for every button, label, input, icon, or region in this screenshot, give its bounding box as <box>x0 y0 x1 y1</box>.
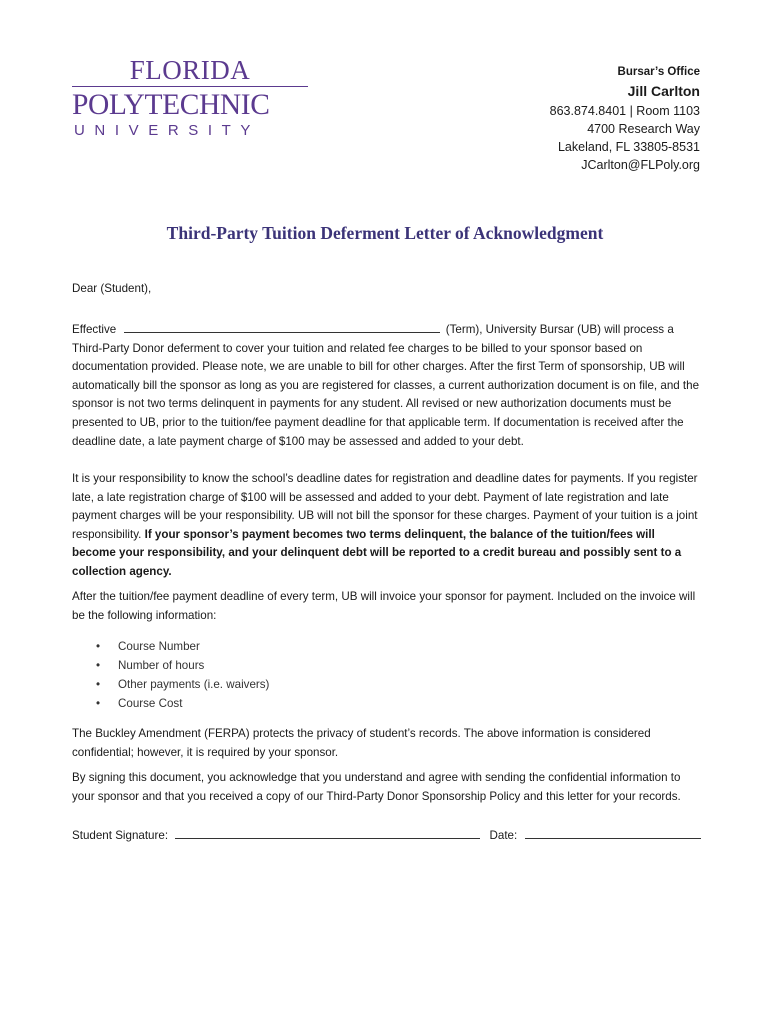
bullet-icon: • <box>96 640 101 653</box>
logo-university: UNIVERSITY <box>74 122 261 139</box>
contact-city: Lakeland, FL 33805-8531 <box>557 140 700 154</box>
student-signature-label: Student Signature: <box>72 829 169 842</box>
document-title: Third-Party Tuition Deferment Letter of Acknowledgment <box>166 223 604 243</box>
paragraph-2-text: It is your responsibility to know the school’s deadline dates for registration and deadline dates for payments. If you register late, a late registration charge of $100 will be assessed and added to your debt. Payment of late registration and late payment charges will be your responsibility. UB will not bill the sponsor for these charges. Payment of your tuition is a joint responsibility. <box>72 472 698 541</box>
paragraph-1-rest: Third-Party Donor deferment to cover your tuition and related fee charges to be billed to your sponsor based on documentation provided. Please note, we are unable to bill for other charges. After the first Term of sponsorship, UB will automatically bill the sponsor as long as you are registered for classes, a current authorization document is on file, and the sponsor is not two terms delinquent in payments for any student. All revised or new authorization documents must be presented to UB, prior to the tuition/fee payment deadline for that applicable term. If documentation is received after the deadline date, a late payment charge of $100 may be assessed and added to your debt. <box>72 341 700 448</box>
contact-block <box>550 63 700 174</box>
signature-row <box>72 826 700 846</box>
salutation: Dear (Student), <box>72 282 152 295</box>
list-item: • Number of hours <box>72 656 700 675</box>
student-signature-field[interactable] <box>175 826 480 839</box>
paragraph-invoice <box>72 588 700 625</box>
term-blank-field[interactable] <box>124 320 440 333</box>
date-label: Date: <box>489 829 518 842</box>
list-item: • Course Number <box>72 637 700 656</box>
contact-name: Jill Carlton <box>627 83 700 99</box>
paragraph-ferpa <box>72 725 700 762</box>
paragraph-responsibility <box>72 470 700 582</box>
logo-polytechnic: POLYTECHNIC <box>72 89 270 121</box>
bullet-icon: • <box>96 697 101 710</box>
office-label: Bursar’s Office <box>617 66 700 78</box>
university-logo <box>72 56 308 139</box>
paragraph-4-text: The Buckley Amendment (FERPA) protects the privacy of student’s records. The above information is considered confidential; however, it is required by your sponsor. <box>72 727 651 759</box>
logo-rule <box>72 86 308 87</box>
effective-after-blank: (Term), University Bursar (UB) will process a <box>445 323 674 336</box>
effective-label: Effective <box>72 323 117 336</box>
invoice-info-list <box>72 637 700 713</box>
contact-street: 4700 Research Way <box>587 122 700 136</box>
logo-florida: FLORIDA <box>129 55 251 85</box>
list-item: • Other payments (i.e. waivers) <box>72 675 700 694</box>
bullet-icon: • <box>96 659 101 672</box>
salutation-block <box>72 280 700 299</box>
date-field[interactable] <box>525 826 701 839</box>
paragraph-3-text: After the tuition/fee payment deadline of every term, UB will invoice your sponsor for payment. Included on the invoice will be the following information: <box>72 590 696 622</box>
bullet-icon: • <box>96 678 101 691</box>
contact-email[interactable]: JCarlton@FLPoly.org <box>581 158 700 172</box>
contact-phone-room: 863.874.8401 | Room 1103 <box>549 104 700 118</box>
paragraph-2-bold-warning: If your sponsor’s payment becomes two terms delinquent, the balance of the tuition/fees will become your responsibility, and your delinquent debt will be reported to a credit bureau and possibly sent to a collection agency. <box>72 527 682 578</box>
paragraph-effective <box>72 320 700 451</box>
paragraph-acknowledge <box>72 769 700 806</box>
paragraph-5-text: By signing this document, you acknowledge that you understand and agree with sending the confidential information to your sponsor and that you received a copy of our Third-Party Donor Sponsorship Policy and this letter for your records. <box>72 771 681 803</box>
list-item: • Course Cost <box>72 694 700 713</box>
